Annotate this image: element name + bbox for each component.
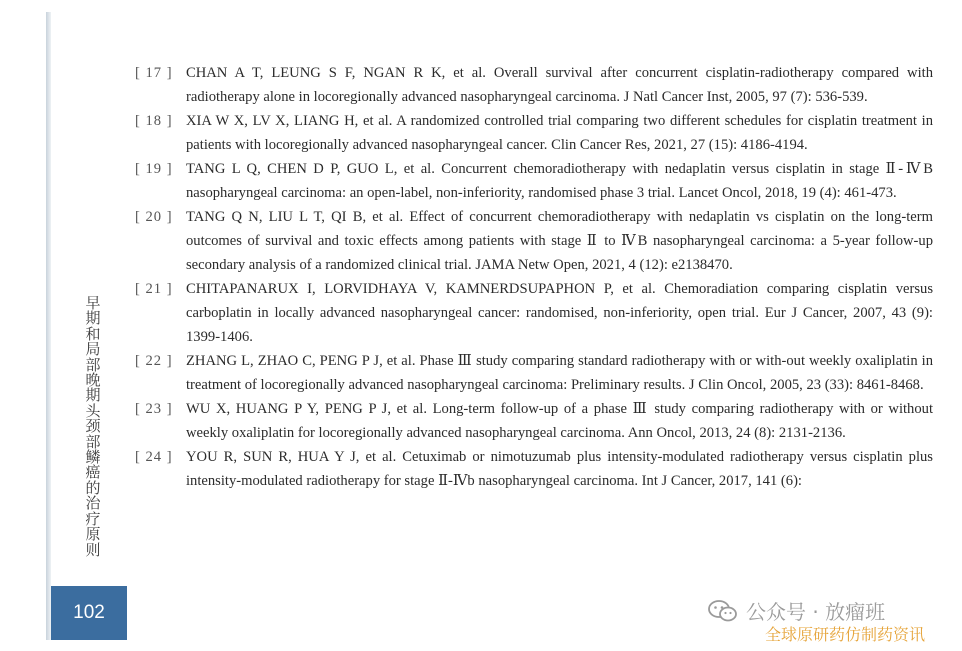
chapter-side-title: 早期和局部晚期头颈部鳞癌的治疗原则 [85, 294, 101, 559]
watermark-subtitle: 全球原研药仿制药资讯 [765, 625, 926, 644]
reference-number: [ 22 ] [135, 353, 173, 369]
reference-text: TANG L Q, CHEN D P, GUO L, et al. Concurrent chemoradiotherapy with nedaplatin versus cisplatin in stage Ⅱ-ⅣB nasopharyngeal carcinoma: an open-label, non-inferiority, randomised phase 3 trial. Lancet Oncol, 2018, 19 (4): 461-473. [186, 161, 933, 201]
reference-text: ZHANG L, ZHAO C, PENG P J, et al. Phase Ⅲ study comparing standard radiotherapy with or with-out weekly oxaliplatin in treatment of locoregionally advanced nasopharyngeal carcinoma: Preliminary results. J Clin Oncol, 2005, 23 (33): 8461-8468. [186, 353, 933, 393]
reference-text: XIA W X, LV X, LIANG H, et al. A randomized controlled trial comparing two different schedules for cisplatin treatment in patients with locoregionally advanced nasopharyngeal cancer. Clin Cancer Res, 2021, 27 (15): 4186-4194. [186, 113, 933, 153]
reference-number: [ 24 ] [135, 449, 173, 465]
reference-list [135, 61, 933, 493]
wechat-icon [708, 599, 738, 623]
reference-item [135, 445, 933, 493]
reference-number: [ 17 ] [135, 65, 173, 81]
reference-number: [ 21 ] [135, 281, 173, 297]
reference-text: TANG Q N, LIU L T, QI B, et al. Effect of concurrent chemoradiotherapy with nedaplatin vs cisplatin on the long-term outcomes of survival and toxic effects among patients with stage Ⅱ to ⅣB nasopharyngeal carcinoma: a 5-year follow-up secondary analysis of a randomized clinical trial. JAMA Netw Open, 2021, 4 (12): e2138470. [186, 209, 933, 273]
reference-item [135, 109, 933, 157]
reference-item [135, 349, 933, 397]
watermark-title: 公众号 · 放瘤班 [746, 600, 886, 624]
reference-item [135, 61, 933, 109]
reference-text: WU X, HUANG P Y, PENG P J, et al. Long-term follow-up of a phase Ⅲ study comparing radiotherapy with or without weekly oxaliplatin for locoregionally advanced nasopharyngeal carcinoma. Ann Oncol, 2013, 24 (8): 2131-2136. [186, 401, 933, 441]
watermark [708, 596, 885, 625]
reference-text: CHAN A T, LEUNG S F, NGAN R K, et al. Overall survival after concurrent cisplatin-radiotherapy compared with radiotherapy alone in locoregionally advanced nasopharyngeal carcinoma. J Natl Cancer Inst, 2005, 97 (7): 536-539. [186, 65, 933, 105]
reference-number: [ 20 ] [135, 209, 173, 225]
page-number-badge [51, 586, 127, 640]
reference-item [135, 157, 933, 205]
reference-item [135, 205, 933, 277]
page-edge-line [46, 12, 51, 640]
reference-item [135, 277, 933, 349]
reference-number: [ 18 ] [135, 113, 173, 129]
reference-number: [ 19 ] [135, 161, 173, 177]
page-number: 102 [73, 602, 105, 623]
reference-number: [ 23 ] [135, 401, 173, 417]
reference-text: CHITAPANARUX I, LORVIDHAYA V, KAMNERDSUPAPHON P, et al. Chemoradiation comparing cisplatin versus carboplatin in locally advanced nasopharyngeal cancer: randomised, non-inferiority, open trial. Eur J Cancer, 2007, 43 (9): 1399-1406. [186, 281, 933, 345]
reference-text: YOU R, SUN R, HUA Y J, et al. Cetuximab or nimotuzumab plus intensity-modulated radiotherapy versus cisplatin plus intensity-modulated radiotherapy for stage Ⅱ-Ⅳb nasopharyngeal carcinoma. Int J Cancer, 2017, 141 (6): [186, 449, 933, 489]
reference-item [135, 397, 933, 445]
